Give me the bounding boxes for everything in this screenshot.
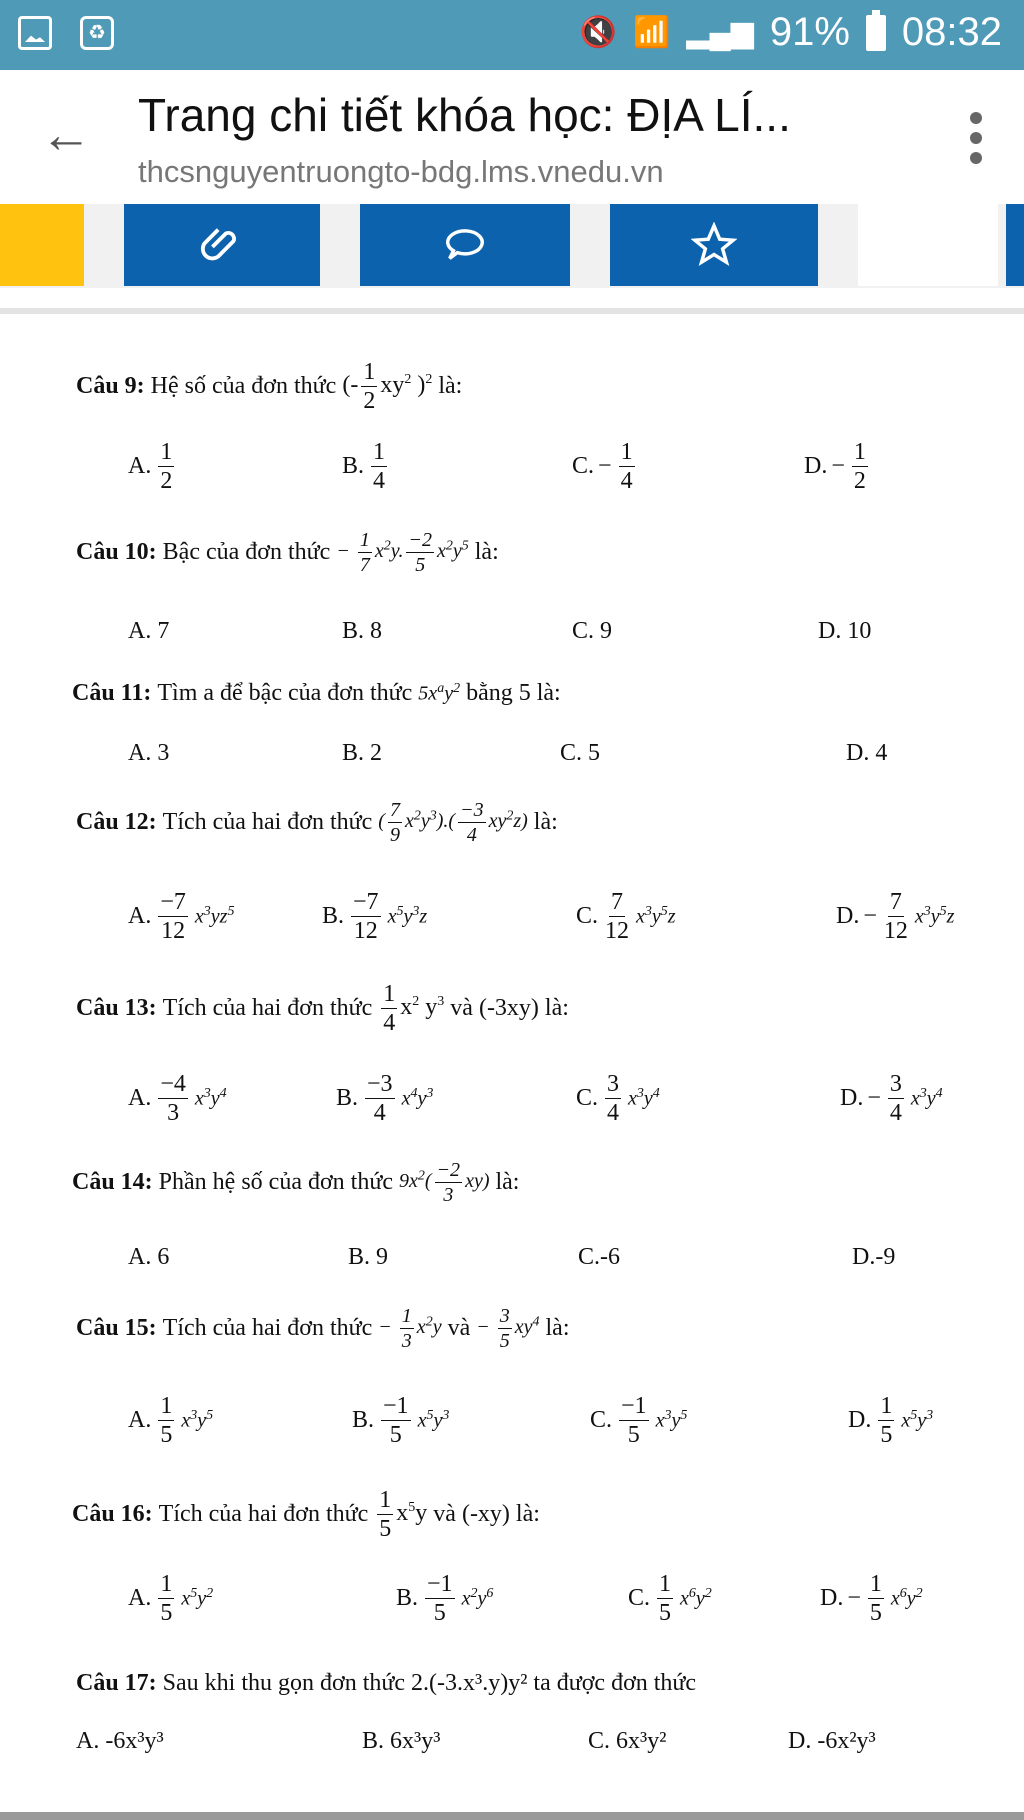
question-13: Câu 13: Tích của hai đơn thức $\frac{1}{4}$ $x^2$ $y^3$ và (-3xy) là: — [76, 981, 569, 1036]
q17-option-a: A. -6x³y³ — [76, 1728, 164, 1754]
q13-option-d: D. − $\frac{3}{4}$ $x^3y^4$ — [840, 1071, 943, 1126]
q11-option-c: C. 5 — [560, 740, 601, 766]
question-12: Câu 12: Tích của hai đơn thức ( $\frac{7}{9}$ $x^2y^3$).( $\frac{-3}{4}$ $xy^2z$) là: — [76, 799, 558, 846]
q15-option-d: D. $\frac{1}{5}$ $x^5y^3$ — [848, 1393, 934, 1448]
scroll-edge — [0, 1812, 1024, 1820]
question-16: Câu 16: Tích của hai đơn thức $\frac{1}{5}$ $x^5y$ và (-xy) là: — [72, 1487, 540, 1542]
favorite-button[interactable] — [610, 204, 818, 286]
signal-icon: ▂▄▆ — [686, 16, 754, 49]
q9-option-d: D. − $\frac{1}{2}$ — [804, 439, 866, 494]
attachment-button[interactable] — [124, 204, 320, 286]
q11-option-d: D. 4 — [846, 740, 888, 766]
q14-option-c: C.-6 — [578, 1244, 620, 1270]
q12-option-b: B. $\frac{-7}{12}$ $x^5y^3z$ — [322, 889, 428, 944]
q11-option-b: B. 2 — [342, 740, 383, 766]
comment-icon — [442, 222, 488, 268]
store-notification-icon — [80, 16, 114, 50]
q13-option-c: C. $\frac{3}{4}$ $x^3y^4$ — [576, 1071, 660, 1126]
app-header — [0, 70, 1024, 204]
q12-option-d: D. − $\frac{7}{12}$ $x^3y^5z$ — [836, 889, 955, 944]
q12-option-a: A. $\frac{-7}{12}$ $x^3yz^5$ — [128, 889, 235, 944]
page-url: thcsnguyentruongto-bdg.lms.vnedu.vn — [138, 154, 664, 189]
battery-percent: 91% — [769, 10, 850, 54]
course-toolbar — [0, 204, 1024, 288]
gallery-notification-icon — [18, 16, 52, 50]
toolbar-tile-blank[interactable] — [858, 204, 998, 286]
star-icon — [691, 222, 737, 268]
wifi-icon: 📶 — [633, 16, 671, 49]
q15-option-b: B. $\frac{-1}{5}$ $x^5y^3$ — [352, 1393, 450, 1448]
question-9: Câu 9: Hệ số của đơn thức (- $\frac{1}{2}$ $xy^2$ )$^2$ là: — [76, 359, 463, 414]
q16-option-b: B. $\frac{-1}{5}$ $x^2y^6$ — [396, 1571, 494, 1626]
more-options-icon[interactable] — [970, 112, 984, 172]
q16-option-d: D. − $\frac{1}{5}$ $x^6y^2$ — [820, 1571, 923, 1626]
q15-option-a: A. $\frac{1}{5}$ $x^3y^5$ — [128, 1393, 214, 1448]
comment-button[interactable] — [360, 204, 570, 286]
q10-option-c: C. 9 — [572, 618, 613, 644]
q13-option-b: B. $\frac{-3}{4}$ $x^4y^3$ — [336, 1071, 434, 1126]
q12-option-c: C. $\frac{7}{12}$ $x^3y^5z$ — [576, 889, 676, 944]
q10-option-a: A. 7 — [128, 618, 170, 644]
toolbar-tile-edge[interactable] — [1006, 204, 1024, 286]
toolbar-tile-partial[interactable] — [0, 204, 84, 286]
question-17: Câu 17: Sau khi thu gọn đơn thức 2.(-3.x³.y)y² ta được đơn thức — [76, 1670, 697, 1696]
q14-option-d: D.-9 — [852, 1244, 896, 1270]
q16-option-c: C. $\frac{1}{5}$ $x^6y^2$ — [628, 1571, 712, 1626]
q15-option-c: C. $\frac{-1}{5}$ $x^3y^5$ — [590, 1393, 688, 1448]
question-11: Câu 11: Tìm a để bậc của đơn thức $5x^ay^2$ bằng 5 là: — [72, 680, 561, 706]
q13-option-a: A. $\frac{-4}{3}$ $x^3y^4$ — [128, 1071, 227, 1126]
back-arrow-icon[interactable]: ← — [40, 106, 92, 164]
question-15: Câu 15: Tích của hai đơn thức − $\frac{1}{3}$ $x^2y$ và − $\frac{3}{5}$ $xy^4$ là: — [76, 1305, 570, 1352]
q14-option-a: A. 6 — [128, 1244, 170, 1270]
paperclip-icon — [199, 222, 245, 268]
q10-option-d: D. 10 — [818, 618, 872, 644]
q10-option-b: B. 8 — [342, 618, 383, 644]
q17-option-d: D. -6x²y³ — [788, 1728, 876, 1754]
q11-option-a: A. 3 — [128, 740, 170, 766]
question-14: Câu 14: Phần hệ số của đơn thức $9x^2$( $\frac{-2}{3}$ xy) là: — [72, 1159, 520, 1206]
divider — [0, 308, 1024, 314]
q16-option-a: A. $\frac{1}{5}$ $x^5y^2$ — [128, 1571, 214, 1626]
battery-icon — [866, 15, 886, 51]
mute-vibrate-icon: 🔇 — [579, 16, 618, 49]
q9-option-b: B. $\frac{1}{4}$ — [342, 439, 386, 494]
status-bar — [0, 0, 1024, 70]
q14-option-b: B. 9 — [348, 1244, 389, 1270]
page-title: Trang chi tiết khóa học: ĐỊA LÍ... — [138, 89, 791, 141]
clock: 08:32 — [901, 10, 1002, 54]
q17-option-c: C. 6x³y² — [588, 1728, 667, 1754]
q17-option-b: B. 6x³y³ — [362, 1728, 441, 1754]
q9-option-c: C. − $\frac{1}{4}$ — [572, 439, 633, 494]
question-10: Câu 10: Bậc của đơn thức − $\frac{1}{7}$ $x^2y$. $\frac{-2}{5}$ $x^2y^5$ là: — [76, 529, 499, 576]
q9-option-a: A. $\frac{1}{2}$ — [128, 439, 173, 494]
